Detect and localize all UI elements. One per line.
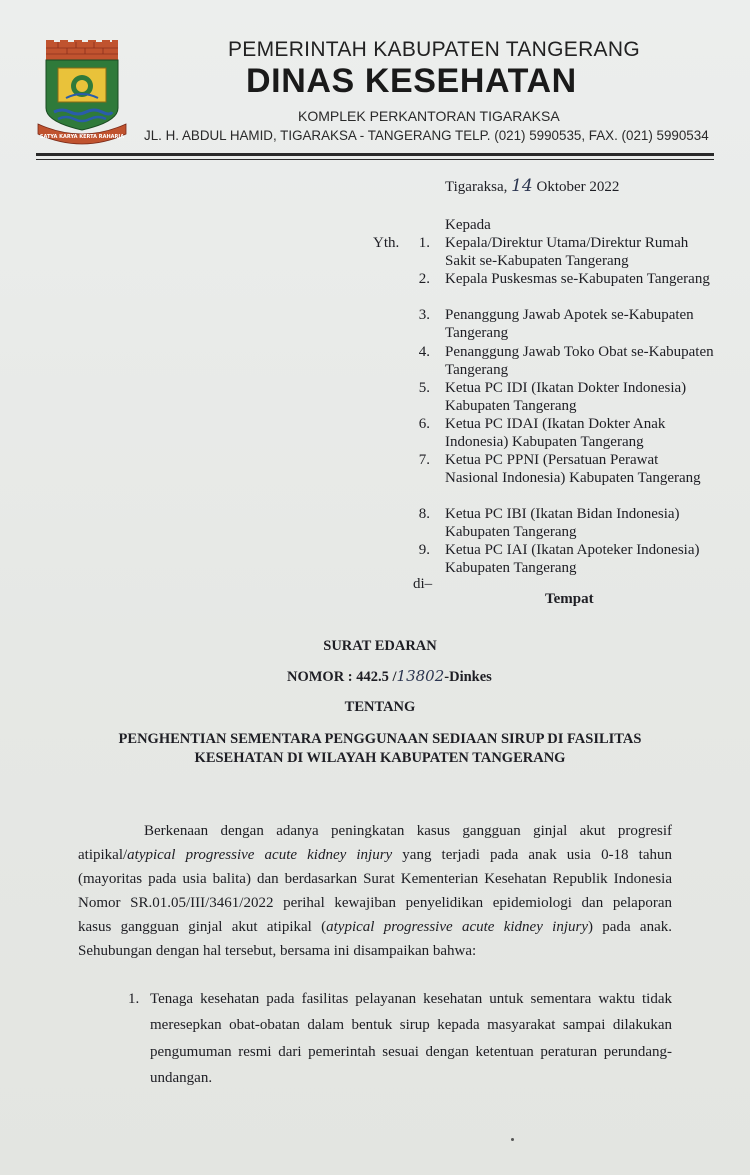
- recipient-number: 6.: [418, 416, 430, 432]
- paragraph-italic-term: atypical progressive acute kidney injury: [127, 847, 393, 863]
- recipient-number: 8.: [418, 506, 430, 522]
- letterhead-address: JL. H. ABDUL HAMID, TIGARAKSA - TANGERANG TELP. (021) 5990535, FAX. (021) 5990534: [144, 128, 709, 143]
- date-month-year: Oktober 2022: [536, 179, 620, 195]
- point-number: 1.: [128, 991, 140, 1007]
- nomor-line: [287, 667, 492, 686]
- logo-motto: SATYA KARYA KERTA RAHARJA: [39, 134, 125, 140]
- paragraph-line: Berkenaan dengan adanya peningkatan kasus gangguan ginjal akut progresif: [144, 823, 672, 839]
- recipient-number: 2.: [418, 271, 430, 287]
- letterhead-rule-thin: [36, 159, 714, 160]
- paragraph-line: Nomor SR.01.05/III/3461/2022 perihal kewajiban penyelidikan epidemiologi dan pelaporan: [78, 895, 672, 911]
- letterhead-rule-thick: [36, 153, 714, 156]
- recipient-number: 5.: [418, 380, 430, 396]
- paragraph-italic-term: atypical progressive acute kidney injury: [326, 919, 588, 935]
- yth-label: Yth.: [373, 235, 400, 251]
- tempat-label: Tempat: [545, 591, 594, 607]
- recipient-text: Ketua PC IDAI (Ikatan Dokter Anak Indonesia) Kabupaten Tangerang: [445, 416, 666, 450]
- nomor-label: NOMOR :: [287, 669, 353, 685]
- letterhead-agency: DINAS KESEHATAN: [246, 62, 577, 100]
- recipient-text: Penanggung Jawab Toko Obat se-Kabupaten Tangerang: [445, 344, 714, 378]
- recipient-text: Ketua PC PPNI (Persatuan Perawat Nasional Indonesia) Kabupaten Tangerang: [445, 452, 701, 486]
- recipient-text: Ketua PC IDI (Ikatan Dokter Indonesia) Kabupaten Tangerang: [445, 380, 687, 414]
- nomor-handwritten: 13802: [396, 667, 445, 685]
- recipient-number: 1.: [418, 235, 430, 251]
- recipient-text: Kepala Puskesmas se-Kabupaten Tangerang: [445, 271, 710, 287]
- surat-edaran-title: SURAT EDARAN: [323, 638, 437, 654]
- recipient-text: Penanggung Jawab Apotek se-Kabupaten Tangerang: [445, 307, 694, 341]
- paragraph-text: yang terjadi pada anak usia 0-18 tahun: [392, 847, 672, 863]
- letterhead-government: PEMERINTAH KABUPATEN TANGERANG: [228, 38, 640, 61]
- recipient-number: 7.: [418, 452, 430, 468]
- page-speck: [511, 1138, 514, 1141]
- point-line: undangan.: [150, 1070, 213, 1086]
- perihal-line-2: KESEHATAN DI WILAYAH KABUPATEN TANGERANG: [194, 750, 566, 766]
- paragraph-line: Sehubungan dengan hal tersebut, bersama ini disampaikan bahwa:: [78, 943, 477, 959]
- place-date: [445, 177, 619, 196]
- recipient-number: 3.: [418, 307, 430, 323]
- paragraph-line: [78, 918, 672, 937]
- date-place: Tigaraksa,: [445, 179, 508, 195]
- kepada-label: Kepada: [445, 217, 491, 233]
- recipient-text: Kepala/Direktur Utama/Direktur Rumah Sakit se-Kabupaten Tangerang: [445, 235, 689, 269]
- di-label: di–: [413, 576, 433, 592]
- paragraph-text: kasus gangguan ginjal akut atipikal (: [78, 919, 327, 935]
- point-line: pengumuman resmi dari pemerintah sesuai dengan ketentuan peraturan perundang-: [150, 1044, 672, 1060]
- point-line: meresepkan obat-obatan dalam bentuk sirup kepada masyarakat sampai dilakukan: [150, 1017, 672, 1033]
- tentang-label: TENTANG: [344, 699, 416, 715]
- recipient-text: Ketua PC IBI (Ikatan Bidan Indonesia) Kabupaten Tangerang: [445, 506, 680, 540]
- perihal-line-1: PENGHENTIAN SEMENTARA PENGGUNAAN SEDIAAN SIRUP DI FASILITAS: [118, 731, 642, 747]
- letterhead-complex: KOMPLEK PERKANTORAN TIGARAKSA: [298, 108, 560, 124]
- date-day-handwritten: 14: [511, 176, 533, 196]
- recipient-text: Ketua PC IAI (Ikatan Apoteker Indonesia) Kabupaten Tangerang: [445, 542, 700, 576]
- nomor-suffix: -Dinkes: [444, 669, 492, 685]
- kabupaten-tangerang-logo: [36, 40, 128, 150]
- paragraph-line: (mayoritas pada usia balita) dan berdasarkan Surat Kementerian Kesehatan Republik Indonesia: [78, 871, 672, 887]
- paragraph-text: atipikal/: [78, 847, 128, 863]
- nomor-prefix: 442.5 /: [356, 669, 397, 685]
- recipient-number: 4.: [418, 344, 430, 360]
- paragraph-line: [78, 846, 672, 865]
- recipient-number: 9.: [418, 542, 430, 558]
- point-line: Tenaga kesehatan pada fasilitas pelayanan kesehatan untuk sementara waktu tidak: [150, 991, 672, 1007]
- paragraph-text: ) pada anak.: [588, 919, 672, 935]
